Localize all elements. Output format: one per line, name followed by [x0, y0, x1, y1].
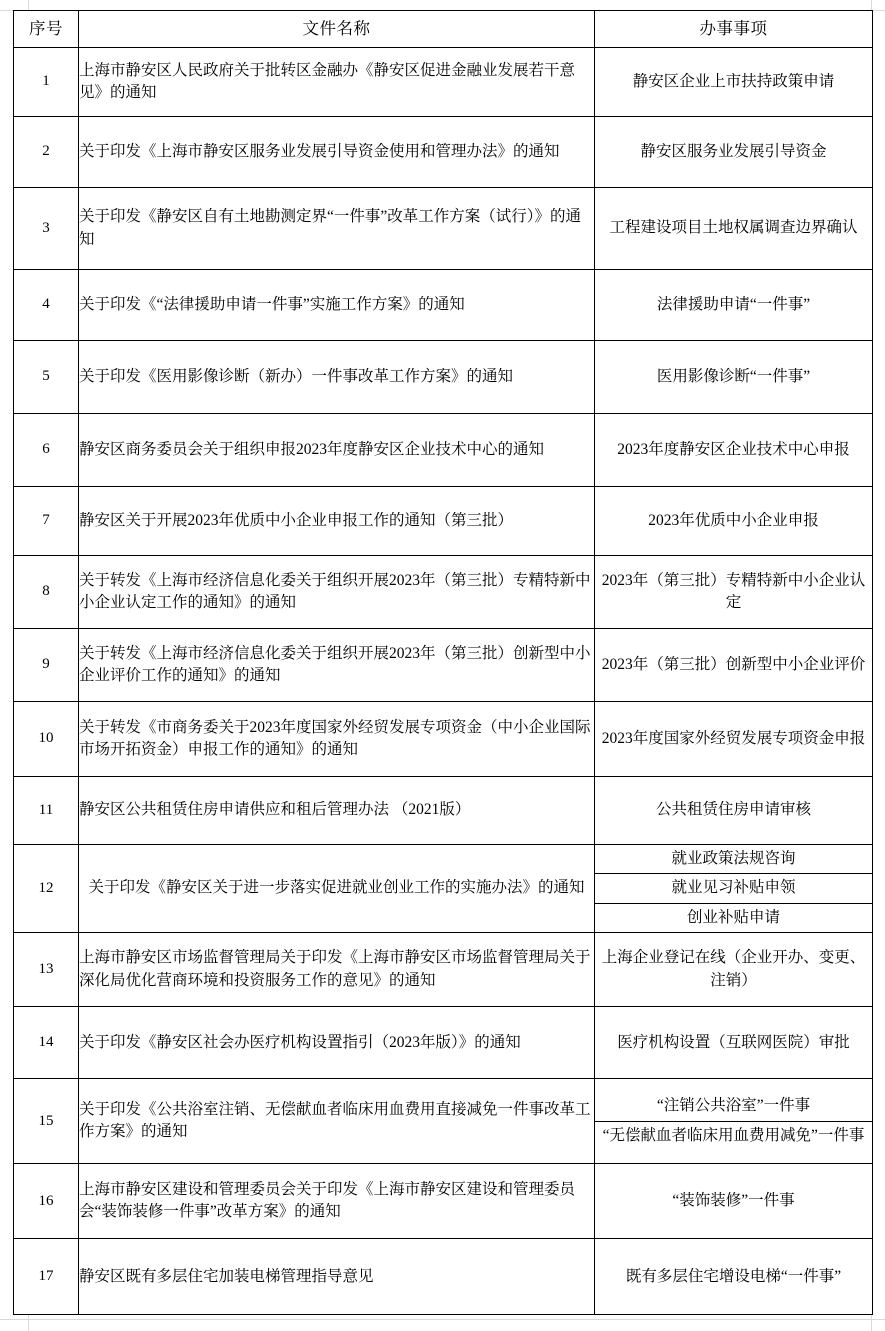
column-header-service-item: 办事事项: [595, 11, 873, 48]
row-document-name: 静安区关于开展2023年优质中小企业申报工作的通知（第三批）: [79, 487, 595, 556]
table-row: [14, 1164, 873, 1239]
row-document-name: 关于印发《静安区关于进一步落实促进就业创业工作的实施办法》的通知: [79, 845, 595, 933]
row-service-item-group: [595, 1079, 873, 1164]
row-service-item: 上海企业登记在线（企业开办、变更、注销）: [595, 933, 873, 1007]
row-document-name: 关于印发《“法律援助申请一件事”实施工作方案》的通知: [79, 270, 595, 341]
row-sequence: 3: [14, 188, 79, 270]
row-service-item: 医用影像诊断“一件事”: [595, 341, 873, 414]
row-service-item: 医疗机构设置（互联网医院）审批: [595, 1007, 873, 1079]
row-sequence: 15: [14, 1079, 79, 1164]
table-row: [14, 702, 873, 777]
row-service-item: 2023年优质中小企业申报: [595, 487, 873, 556]
row-document-name: 静安区公共租赁住房申请供应和租后管理办法 （2021版）: [79, 777, 595, 845]
row-service-item: 2023年度国家外经贸发展专项资金申报: [595, 702, 873, 777]
row-sequence: 13: [14, 933, 79, 1007]
table-row: [14, 1079, 873, 1164]
service-item-subrow: [595, 874, 872, 903]
row-sequence: 14: [14, 1007, 79, 1079]
row-document-name: 关于印发《公共浴室注销、无偿献血者临床用血费用直接减免一件事改革工作方案》的通知: [79, 1079, 595, 1164]
row-document-name: 关于印发《医用影像诊断（新办）一件事改革工作方案》的通知: [79, 341, 595, 414]
row-sequence: 6: [14, 414, 79, 487]
row-service-item: 法律援助申请“一件事”: [595, 270, 873, 341]
row-service-item: 2023年（第三批）专精特新中小企业认定: [595, 556, 873, 629]
table-row: [14, 117, 873, 188]
row-document-name: 上海市静安区建设和管理委员会关于印发《上海市静安区建设和管理委员会“装饰装修一件事”改革方案》的通知: [79, 1164, 595, 1239]
row-sequence: 1: [14, 48, 79, 117]
service-item-subrow: [595, 845, 872, 874]
row-service-item: “装饰装修”一件事: [595, 1164, 873, 1239]
row-sequence: 12: [14, 845, 79, 933]
service-item-subrow: [595, 1092, 872, 1121]
row-service-item: “注销公共浴室”一件事: [595, 1092, 872, 1121]
row-sequence: 10: [14, 702, 79, 777]
policy-document-table: [13, 10, 873, 1315]
table-header-row: [14, 11, 873, 48]
row-service-item: 静安区服务业发展引导资金: [595, 117, 873, 188]
row-sequence: 17: [14, 1239, 79, 1315]
service-item-subtable: [595, 845, 872, 932]
table-row: [14, 1239, 873, 1315]
service-item-subrow: [595, 1121, 872, 1150]
table-row: [14, 188, 873, 270]
row-document-name: 静安区商务委员会关于组织申报2023年度静安区企业技术中心的通知: [79, 414, 595, 487]
row-sequence: 16: [14, 1164, 79, 1239]
table-row: [14, 341, 873, 414]
row-service-item: 公共租赁住房申请审核: [595, 777, 873, 845]
row-service-item: 工程建设项目土地权属调查边界确认: [595, 188, 873, 270]
row-document-name: 静安区既有多层住宅加装电梯管理指导意见: [79, 1239, 595, 1315]
table-row: [14, 1007, 873, 1079]
row-service-item-group: [595, 845, 873, 933]
document-table-container: [13, 10, 872, 1315]
row-service-item: 就业见习补贴申领: [595, 874, 872, 903]
table-row: [14, 933, 873, 1007]
table-row: [14, 270, 873, 341]
table-row: [14, 777, 873, 845]
row-document-name: 上海市静安区市场监督管理局关于印发《上海市静安区市场监督管理局关于深化局优化营商环境和投资服务工作的意见》的通知: [79, 933, 595, 1007]
row-service-item: 就业政策法规咨询: [595, 845, 872, 874]
row-document-name: 关于转发《上海市经济信息化委关于组织开展2023年（第三批）专精特新中小企业认定工作的通知》的通知: [79, 556, 595, 629]
row-sequence: 2: [14, 117, 79, 188]
row-document-name: 上海市静安区人民政府关于批转区金融办《静安区促进金融业发展若干意见》的通知: [79, 48, 595, 117]
row-service-item: 静安区企业上市扶持政策申请: [595, 48, 873, 117]
column-header-sequence: 序号: [14, 11, 79, 48]
row-service-item: 创业补贴申请: [686, 908, 780, 926]
table-row: [14, 845, 873, 933]
row-document-name: 关于印发《静安区社会办医疗机构设置指引（2023年版）》的通知: [79, 1007, 595, 1079]
table-row: [14, 414, 873, 487]
table-row: [14, 487, 873, 556]
row-sequence: 8: [14, 556, 79, 629]
row-sequence: 4: [14, 270, 79, 341]
service-item-subtable: [595, 1092, 872, 1150]
row-document-name: 关于印发《静安区自有土地勘测定界“一件事”改革工作方案（试行）》的通知: [79, 188, 595, 270]
row-sequence: 7: [14, 487, 79, 556]
row-service-item: 既有多层住宅增设电梯“一件事”: [595, 1239, 873, 1315]
table-row: [14, 556, 873, 629]
table-row: [14, 48, 873, 117]
table-header: [14, 11, 873, 48]
row-sequence: 5: [14, 341, 79, 414]
table-body: [14, 48, 873, 1315]
row-sequence: 9: [14, 629, 79, 702]
row-sequence: 11: [14, 777, 79, 845]
service-item-subrow: [595, 903, 872, 932]
row-document-name: 关于印发《上海市静安区服务业发展引导资金使用和管理办法》的通知: [79, 117, 595, 188]
row-service-item: 2023年（第三批）创新型中小企业评价: [595, 629, 873, 702]
row-document-name: 关于转发《上海市经济信息化委关于组织开展2023年（第三批）创新型中小企业评价工作的通知》的通知: [79, 629, 595, 702]
row-service-item: “无偿献血者临床用血费用减免”一件事: [602, 1126, 865, 1144]
table-row: [14, 629, 873, 702]
row-service-item: 2023年度静安区企业技术中心申报: [595, 414, 873, 487]
column-header-document-name: 文件名称: [79, 11, 595, 48]
row-document-name: 关于转发《市商务委关于2023年度国家外经贸发展专项资金（中小企业国际市场开拓资金）申报工作的通知》的通知: [79, 702, 595, 777]
